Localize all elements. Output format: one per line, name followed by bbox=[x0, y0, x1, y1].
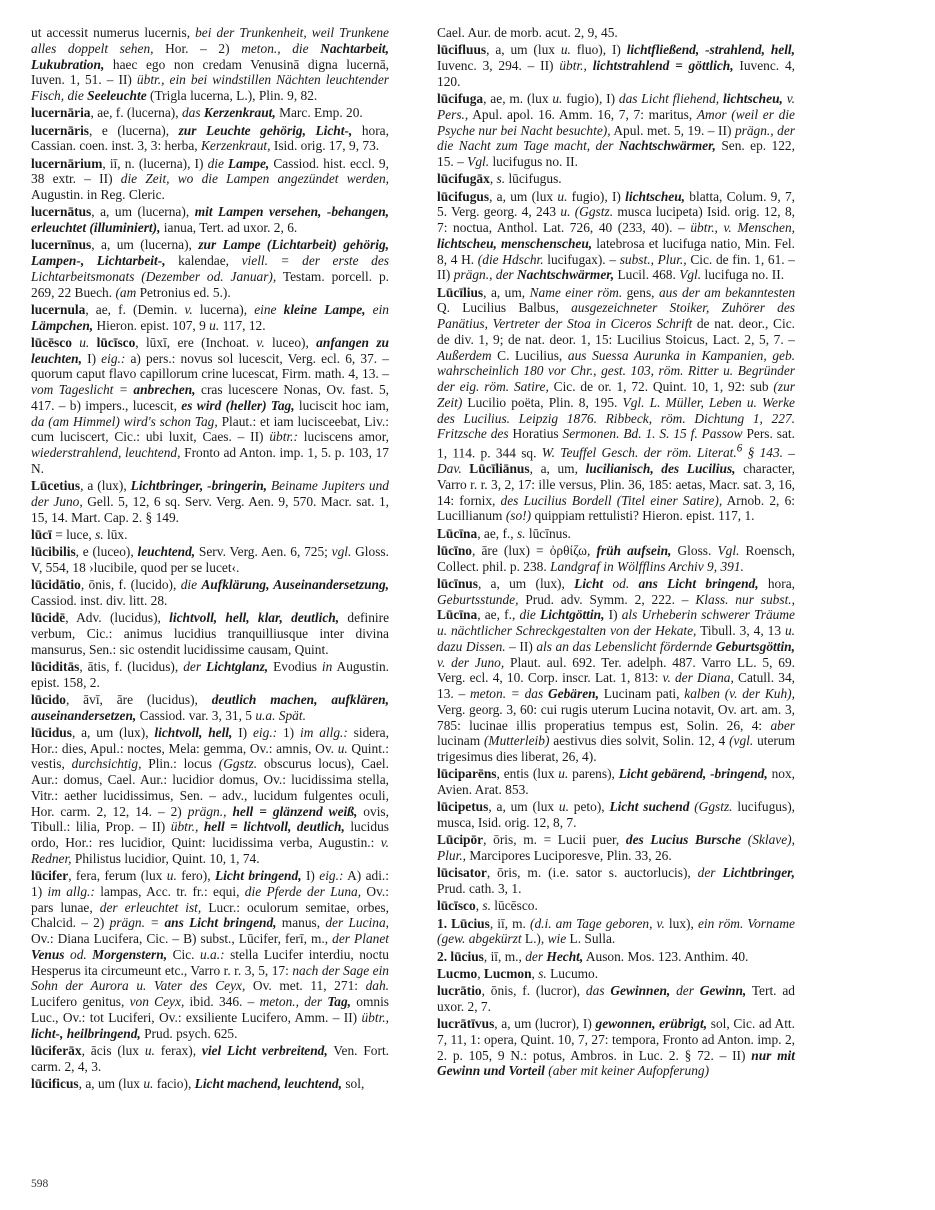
dictionary-entry: lucrātio, ōnis, f. (lucror), das Gewinnen, der Gewinn, Tert. ad uxor. 2, 7. bbox=[437, 983, 795, 1014]
dictionary-entry: lucernāria, ae, f. (lucerna), das Kerzenkraut, Marc. Emp. 20. bbox=[31, 105, 363, 121]
dictionary-entry: lūcificus, a, um (lux u. facio), Licht machend, leuchtend, sol, bbox=[31, 1075, 365, 1091]
dictionary-entry: lūcifugāx, s. lūcifugus. bbox=[437, 171, 562, 187]
dictionary-entry: 2. lūcius, iī, m., der Hecht, Auson. Mos. 123. Anthim. 40. bbox=[437, 948, 749, 964]
dictionary-entry: lūcifuga, ae, m. (lux u. fugio), I) das Licht fliehend, lichtscheu, v. Pers., Apul. apol. 16. Amm. 16, 7, 7: maritus, Amor (weil er die Psyche nur bei Nacht besuchte), Apul. met. 5, 19. – II) prägn., der die Nacht zum Tage macht, der Nachtschwärmer, Sen. ep. 122, 15. – Vgl. lucifugus no. II. bbox=[437, 91, 795, 169]
dictionary-entry: lūciparēns, entis (lux u. parens), Licht gebärend, -bringend, nox, Avien. Arat. 853. bbox=[437, 766, 795, 798]
dictionary-entry: 1. Lūcius, iī, m. (d.i. am Tage geboren, v. lux), ein röm. Vorname (gew. abgekürzt L.), wie L. Sulla. bbox=[437, 915, 795, 947]
dictionary-entry: lūcīsco, s. lūcēsco. bbox=[437, 898, 538, 914]
dictionary-entry: lucernīnus, a, um (lucerna), zur Lampe (Lichtarbeit) gehörig, Lampen-, Lichtarbeit-, kalendae, viell. = der erste des Lichtarbeitsmonats (Dezember od. Januar), Testam. porcell. p. 269, 22 Buech. (am Petronius ed. 5.). bbox=[31, 237, 389, 300]
dictionary-entry: Lūcīna, ae, f., s. lūcīnus. bbox=[437, 525, 571, 541]
left-column bbox=[31, 25, 389, 1093]
dictionary-entry: lūcisator, ōris, m. (i.e. sator s. auctorlucis), der Lichtbringer, Prud. cath. 3, 1. bbox=[437, 865, 795, 897]
dictionary-entry: lūcifer, fera, ferum (lux u. fero), Licht bringend, I) eig.: A) adi.: 1) im allg.: lampas, Acc. tr. fr.: equi, die Pferde der Luna, Ov.: pars lunae, der erleuchtet ist, Lucr.: oculorum semitae, orbes, Chalcid. – 2) prägn. = ans Licht bringend, manus, der Lucina, Ov.: Diana Lucifera, Cic. – B) subst., Lūcifer, ferī, m., der Planet Venus od. Morgenstern, Cic. u.a.: stella Lucifer interdiu, noctu Hesperus ita circumeunt etc., Varro r. r. 3, 5, 17: nach der Sage ein Sohn der Aurora u. Vater des Ceyx, Ov. met. 11, 271: dah. Lucifero genitus, von Ceyx, ibid. 346. – meton., der Tag, omnis Luc., Ov.: tot Luciferi, Ov.: exsiliente Lucifero, Amm. – II) übtr., licht-, heilbringend, Prud. psych. 625. bbox=[31, 868, 390, 1041]
dictionary-entry: lūcīno, āre (lux) = ὀρθίζω, früh aufsein, Gloss. Vgl. Roensch, Collect. phil. p. 238. Landgraf in Wölfflins Archiv 9, 391. bbox=[437, 542, 795, 574]
dictionary-entry: lūcīnus, a, um (lux), Licht od. ans Licht bringend, hora, Geburtsstunde, Prud. adv. Symm. 2, 222. – Klass. nur subst., Lūcīna, ae, f., die Lichtgöttin, I) als Urheberin schwerer Träume u. nächtlicher Schreckgestalten von der Hekate, Tibull. 3, 4, 13 u. dazu Dissen. – II) als an das Lebenslicht fördernde Geburtsgöttin, v. der Juno, Plaut. aul. 692. Ter. adelph. 487. Varro LL. 5, 69. Verg. ecl. 4, 10. Corp. inscr. Lat. 1, 813: v. der Diana, Catull. 34, 13. – meton. = das Gebären, Lucinam pati, kalben (v. der Kuh), Verg. georg. 3, 60: cui rugis uterum Lucina notavit, Ov. art. am. 3, 785: lucinae illis properatius tempus est, Solin. 26, 4: aber lucinam (Mutterleib) aestivus dies solvit, Solin. 12, 4 (vgl. uterum trigesimus dies liberat, 26, 4). bbox=[437, 575, 796, 765]
right-column bbox=[437, 25, 795, 1081]
dictionary-entry: lucernula, ae, f. (Demin. v. lucerna), eine kleine Lampe, ein Lämpchen, Hieron. epist. 107, 9 u. 117, 12. bbox=[31, 301, 389, 333]
dictionary-entry: lūcēsco u. lūcīsco, lūxī, ere (Inchoat. v. luceo), anfangen zu leuchten, I) eig.: a) pers.: novus sol lucescit, Verg. ecl. 6, 37. – quorum caput flavo capillorum crine lucescat, Firm. math. 4, 13. – vom Tageslicht = anbrechen, cras lucescere Nonas, Ov. fast. 5, 417. – b) impers., lucescit, es wird (heller) Tag, luciscit hoc iam, da (am Himmel) wird's schon Tag, Plaut.: et iam lucisceebat, Liv.: cum luciscert, Cic.: ubi luxit, Caes. – II) übtr.: luciscens amor, wiederstrahlend, leuchtend, Fronto ad Anton. imp. 1, 5. p. 103, 17 N. bbox=[31, 334, 390, 476]
dictionary-entry: lūcibilis, e (luceo), leuchtend, Serv. Verg. Aen. 6, 725; vgl. Gloss. V, 554, 18 ›lucibile, quod per se lucet‹. bbox=[31, 544, 389, 575]
dictionary-entry: Lucmo, Lucmon, s. Lucumo. bbox=[437, 965, 599, 981]
dictionary-entry: lucrātīvus, a, um (lucror), I) gewonnen, erübrigt, sol, Cic. ad Att. 7, 11, 1: opera, Quint. 10, 7, 27: tempora, Fronto ad Anton. imp. 2, 2. p. 105, 9 N.: potus, Ambros. in Luc. 2. § 72. – II) nur mit Gewinn und Vorteil (aber mit keiner Aufopferung) bbox=[437, 1016, 796, 1079]
dictionary-entry: ut accessit numerus lucernis, bei der Trunkenheit, weil Trunkene alles doppelt sehen, Hor. – 2) meton., die Nachtarbeit, Lukubration, haec ego non credam Venusinā digna lucernā, Iuven. 1, 51. – II) übtr., ein bei windstillen Nächten leuchtender Fisch, die Seeleuchte (Trigla lucerna, L.), Plin. 9, 82. bbox=[31, 25, 389, 103]
dictionary-entry: lūcipetus, a, um (lux u. peto), Licht suchend (Ggstz. lucifugus), musca, Isid. orig. 12, 8, 7. bbox=[437, 799, 795, 831]
dictionary-entry: lūcidātio, ōnis, f. (lucido), die Aufklärung, Auseinandersetzung, Cassiod. inst. div. litt. 28. bbox=[31, 577, 390, 608]
dictionary-entry: lūciferāx, ācis (lux u. ferax), viel Licht verbreitend, Ven. Fort. carm. 2, 4, 3. bbox=[31, 1042, 390, 1074]
dictionary-entry: Cael. Aur. de morb. acut. 2, 9, 45. bbox=[437, 25, 618, 40]
dictionary-entry: lūcī = luce, s. lūx. bbox=[31, 526, 128, 542]
dictionary-entry: lucernāris, e (lucerna), zur Leuchte gehörig, Licht-, hora, Cassian. coen. inst. 3, 3: herba, Kerzenkraut, Isid. orig. 17, 9, 73. bbox=[31, 122, 389, 154]
dictionary-entry: lucernātus, a, um (lucerna), mit Lampen versehen, -behangen, erleuchtet (illuminiert), ianua, Tert. ad uxor. 2, 6. bbox=[31, 204, 390, 235]
dictionary-entry: lūcidus, a, um (lux), lichtvoll, hell, I) eig.: 1) im allg.: sidera, Hor.: dies, Apul.: noctes, Mela: gemma, Ov.: amnis, Ov. u. Quint.: vestis, durchsichtig, Plin.: locus (Ggstz. obscurus locus), Cael. Aur.: domus, Cael. Aur.: lucidior domus, Ov.: lucidissima stella, Vitr.: aether lucidissimus, Sen. – adv., lucidum fulgentes oculi, Hor. carm. 2, 12, 14. – 2) prägn., hell = glänzend weiß, ovis, Tibull.: lilia, Prop. – II) übtr., hell = lichtvoll, deutlich, lucidus ordo, Hor.: res lucidior, Quint: lucidissima verba, Augustin.: v. Redner, Philistus lucidior, Quint. 10, 1, 74. bbox=[31, 724, 390, 866]
dictionary-entry: lūcifugus, a, um (lux u. fugio), I) lichtscheu, blatta, Colum. 9, 7, 5. Verg. georg. 4, 243 u. (Ggstz. musca lucipeta) Isid. orig. 12, 8, 7: noctua, Anthol. Lat. 726, 40 (233, 40). – übtr., v. Menschen, lichtscheu, menschenscheu, latebrosa et lucifuga natio, Min. Fel. 8, 4 H. (die Hdschr. lucifugax). – subst., Plur., Cic. de fin. 1, 61. – II) prägn., der Nachtschwärmer, Lucil. 468. Vgl. lucifuga no. II. bbox=[437, 188, 795, 283]
dictionary-entry: lūcido, āvī, āre (lucidus), deutlich machen, aufklären, auseinandersetzen, Cassiod. var. 3, 31, 5 u.a. Spät. bbox=[31, 691, 389, 723]
dictionary-entry: lūcidē, Adv. (lucidus), lichtvoll, hell, klar, deutlich, definire verbum, Cic.: animus lucidius tranquilliusque inter divina mansurus, Sen.: sic ostendit lucidissime causam, Quint. bbox=[31, 610, 390, 657]
dictionary-entry: Lūcīlius, a, um, Name einer röm. gens, aus der am bekanntesten Q. Lucilius Balbus, ausgezeichneter Stoiker, Zuhörer des Panätius, Vertreter der Stoa in Ciceros Schrift de nat. deor., Cic. de div. 1, 9; de nat. deor. 1, 15: Lucilius Stoicus, Lact. 2, 5, 7. – Außerdem C. Lucilius, aus Suessa Aurunka in Kampanien, geb. wahrscheinlich 180 vor Chr., gest. 103, röm. Ritter u. Begründer der eig. röm. Satire, Cic. de or. 1, 72. Quint. 10, 1, 92: sub (zur Zeit) Lucilio poëta, Plin. 8, 195. Vgl. L. Müller, Leben u. Werke des Lucilius. Leipzig 1876. Ribbeck, röm. Dichtung 1, 227. Fritzsche des Horatius Sermonen. Bd. 1. S. 15 f. Passow Pers. sat. 1, 114. p. 344 sq. W. Teuffel Gesch. der röm. Literat.$^6$ § 143. – Dav. Lūcīliānus, a, um, lucilianisch, des Lucilius, character, Varro r. r. 3, 2, 17: ille versus, Plin. 36, 185: aetas, Macr. sat. 3, 16, 14: fornix, des Lucilius Bordell (Titel einer Satire), Arnob. 2, 6: Lucillianum (so!) quippiam rettulisti? Hieron. epist. 117, 1. bbox=[437, 284, 796, 524]
dictionary-entry: lucernārium, iī, n. (lucerna), I) die Lampe, Cassiod. hist. eccl. 9, 38 extr. – II) die Zeit, wo die Lampen angezündet werden, Augustin. in Reg. Cleric. bbox=[31, 155, 389, 202]
dictionary-entry: lūcifluus, a, um (lux u. fluo), I) lichtfließend, -strahlend, hell, Iuvenc. 3, 294. – II) übtr., lichtstrahlend = göttlich, Iuvenc. 4, 120. bbox=[437, 42, 795, 89]
dictionary-entry: Lūcetius, a (lux), Lichtbringer, -bringerin, Beiname Jupiters und der Juno, Gell. 5, 12, 6 sq. Serv. Verg. Aen. 9, 570. Macr. sat. 1, 15, 14. Mart. Cap. 2. § 149. bbox=[31, 478, 390, 525]
page-number: 598 bbox=[31, 1178, 49, 1190]
dictionary-entry: Lūcipōr, ōris, m. = Lucii puer, des Lucius Bursche (Sklave), Plur., Marcipores Luciporesve, Plin. 33, 26. bbox=[437, 832, 795, 864]
dictionary-entry: lūciditās, ātis, f. (lucidus), der Lichtglanz, Evodius in Augustin. epist. 158, 2. bbox=[31, 658, 389, 690]
